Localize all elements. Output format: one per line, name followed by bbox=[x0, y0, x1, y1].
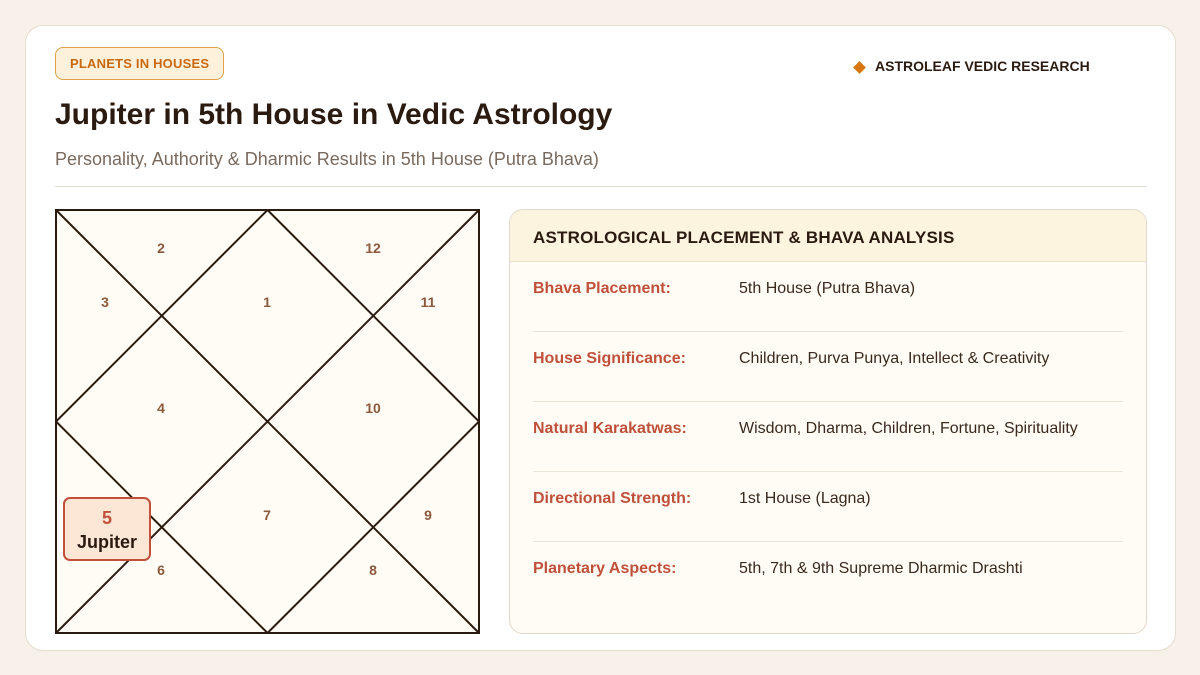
row-label: Directional Strength: bbox=[533, 490, 692, 507]
house-2: 2 bbox=[157, 240, 165, 256]
house-6: 6 bbox=[157, 562, 165, 578]
house-12: 12 bbox=[365, 240, 381, 256]
panel-title: ASTROLOGICAL PLACEMENT & BHAVA ANALYSIS bbox=[510, 210, 1146, 262]
brand-name: ASTROLEAF VEDIC RESEARCH bbox=[875, 58, 1090, 74]
house-4: 4 bbox=[157, 400, 165, 416]
highlight-house-number: 5 bbox=[101, 508, 112, 528]
category-badge[interactable]: PLANETS IN HOUSES bbox=[55, 47, 224, 80]
row-value: 5th House (Putra Bhava) bbox=[739, 280, 916, 297]
row-label: Natural Karakatwas: bbox=[533, 420, 687, 437]
house-11: 11 bbox=[420, 294, 436, 310]
diamond-icon bbox=[853, 61, 866, 74]
analysis-row bbox=[533, 472, 1123, 542]
analysis-row bbox=[533, 332, 1123, 402]
main-card bbox=[25, 25, 1176, 651]
row-value: 1st House (Lagna) bbox=[739, 490, 871, 507]
house-1: 1 bbox=[263, 294, 271, 310]
house-3: 3 bbox=[101, 294, 109, 310]
analysis-row bbox=[533, 542, 1123, 612]
row-label: House Significance: bbox=[533, 350, 686, 367]
jupiter-house-highlight[interactable] bbox=[63, 497, 151, 561]
analysis-panel bbox=[509, 209, 1147, 634]
house-8: 8 bbox=[369, 562, 377, 578]
analysis-rows bbox=[510, 262, 1146, 612]
house-9: 9 bbox=[424, 507, 432, 523]
row-label: Bhava Placement: bbox=[533, 280, 671, 297]
highlight-planet-name: Jupiter bbox=[76, 532, 137, 552]
house-7: 7 bbox=[263, 507, 271, 523]
row-label: Planetary Aspects: bbox=[533, 560, 677, 577]
analysis-row bbox=[533, 402, 1123, 472]
chart-svg bbox=[55, 209, 480, 634]
house-10: 10 bbox=[365, 400, 381, 416]
divider bbox=[55, 186, 1147, 187]
row-value: 5th, 7th & 9th Supreme Dharmic Drashti bbox=[739, 560, 1023, 577]
page-subtitle: Personality, Authority & Dharmic Results in 5th House (Putra Bhava) bbox=[55, 149, 599, 169]
page-title: Jupiter in 5th House in Vedic Astrology bbox=[55, 98, 613, 131]
brand bbox=[855, 58, 1090, 74]
row-value: Wisdom, Dharma, Children, Fortune, Spirituality bbox=[739, 420, 1078, 437]
row-value: Children, Purva Punya, Intellect & Creativity bbox=[739, 350, 1050, 367]
north-indian-chart bbox=[55, 209, 480, 634]
analysis-row bbox=[533, 262, 1123, 332]
